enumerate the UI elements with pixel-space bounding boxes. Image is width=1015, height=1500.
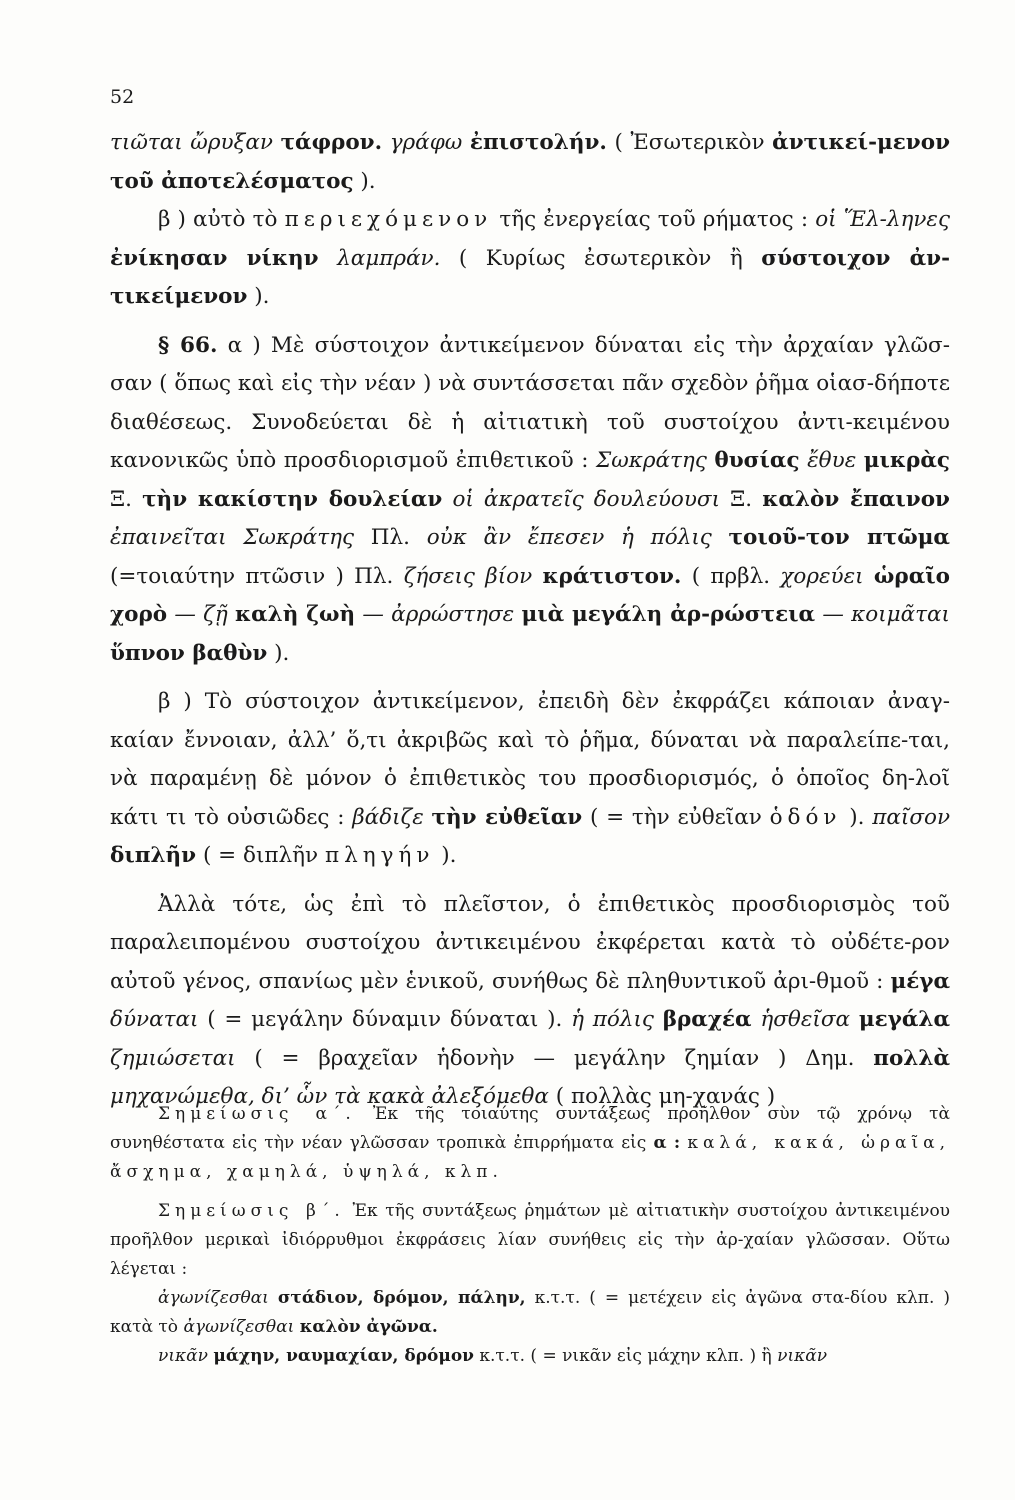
main-text (110, 124, 950, 1117)
section-number: § 66. (158, 332, 218, 358)
paragraph-1: τιῶται ὤρυξαν τάφρον. γράφω ἐπιστολήν. ( Ἐσωτερικὸν ἀντικεί-μενον τοῦ ἀποτελέσματος ). (110, 130, 950, 194)
paragraph-alla: Ἀλλὰ τότε, ὡς ἐπὶ τὸ πλεῖστον, ὁ ἐπιθετικὸς προσδιορισμὸς τοῦ παραλειπομένου συστοίχου ἀντικειμένου ἐκφέρεται κατὰ τὸ οὐδέτε-ρον αὐτοῦ γένος, σπανίως μὲν ἑνικοῦ, συνήθως δὲ πληθυντικοῦ ἀρι-θμοῦ : μέγα δύναται ( = μεγάλην δύναμιν δύναται ). ἡ πόλις βραχέα ἡσθεῖσα μεγάλα ζημιώσεται ( = βραχεῖαν ἡδονὴν — μεγάλην ζημίαν ) Δημ. πολλὰ μηχανώμεθα, δι’ ὧν τὰ κακὰ ἀλεξόμεθα ( πολλὰς μη-χανάς ) (110, 891, 951, 1109)
example-agonizesthai: ἀγωνίζεσθαι στάδιον, δρόμον, πάλην, κ.τ.τ. ( = μετέχειν εἰς ἀγῶνα στα-δίου κλπ. ) κατὰ τὸ ἀγωνίζεσθαι καλὸν ἀγῶνα. (110, 1288, 950, 1337)
note-a: Σημείωσις α΄. Ἐκ τῆς τοιαύτης συντάξεως προῆλθον σὺν τῷ χρόνῳ τὰ συνηθέστατα εἰς τὴν νέαν γλῶσσαν τροπικὰ ἐπιρρήματα εἰς α : καλά, κακά, ὡραῖα, ἄσχημα, χαμηλά, ὑψηλά, κλπ. (110, 1104, 951, 1182)
section-66-paragraph: § 66. α ) Μὲ σύστοιχον ἀντικείμενον δύναται εἰς τὴν ἀρχαίαν γλῶσ-σαν ( ὅπως καὶ εἰς τὴν νέαν ) νὰ συντάσσεται πᾶν σχεδὸν ῥῆμα οἱασ-δήποτε διαθέσεως. Συνοδεύεται δὲ ἡ αἰτιατικὴ τοῦ συστοίχου ἀντι-κειμένου κανονικῶς ὑπὸ προσδιορισμοῦ ἐπιθετικοῦ : Σωκράτης θυσίας ἔθυε μικρὰς Ξ. τὴν κακίστην δουλείαν οἱ ἀκρατεῖς δουλεύουσι Ξ. καλὸν ἔπαινον ἐπαινεῖται Σωκράτης Πλ. οὐκ ἂν ἔπεσεν ἡ πόλις τοιοῦ-τον πτῶμα (=τοιαύτην πτῶσιν ) Πλ. ζήσεις βίον κράτιστον. ( πρβλ. χορεύει ὡραῖο χορὸ — ζῇ καλὴ ζωὴ — ἀρρώστησε μιὰ μεγάλη ἀρ-ρώστεια — κοιμᾶται ὕπνον βαθὺν ). (110, 332, 950, 666)
page-number: 52 (110, 86, 135, 108)
paragraph-2: β ) αὐτὸ τὸ περιεχόμενον τῆς ἐνεργείας τοῦ ρήματος : οἱ Ἕλ-ληνες ἐνίκησαν νίκην λαμπράν. ( Κυρίως ἐσωτερικὸν ἢ σύστοιχον ἀν-τικείμενον ). (110, 207, 950, 309)
note-b: Σημείωσις β΄. Ἐκ τῆς συντάξεως ῥημάτων μὲ αἰτιατικὴν συστοίχου ἀντικειμένου προῆλθον μερικαὶ ἰδιόρρυθμοι ἐκφράσεις λίαν συνήθεις εἰς τὴν ἀρ-χαίαν γλῶσσαν. Οὕτω λέγεται : (110, 1201, 951, 1279)
example-nikan: νικᾶν μάχην, ναυμαχίαν, δρόμον κ.τ.τ. ( = νικᾶν εἰς μάχην κλπ. ) ἢ νικᾶν (158, 1346, 828, 1366)
paragraph-b: β ) Τὸ σύστοιχον ἀντικείμενον, ἐπειδὴ δὲν ἐκφράζει κάποιαν ἀναγ-καίαν ἔννοιαν, ἀλλ’ ὅ,τι ἀκριβῶς καὶ τὸ ῥῆμα, δύναται νὰ παραλείπε-ται, νὰ παραμένῃ δὲ μόνον ὁ ἐπιθετικὸς του προσδιορισμός, ὁ ὁποῖος δη-λοῖ κάτι τι τὸ οὐσιῶδες : βάδιζε τὴν εὐθεῖαν ( = τὴν εὐθεῖαν ὁδόν ). παῖσον διπλῆν ( = διπλῆν πληγήν ). (110, 689, 951, 868)
notes-section (110, 1100, 950, 1371)
